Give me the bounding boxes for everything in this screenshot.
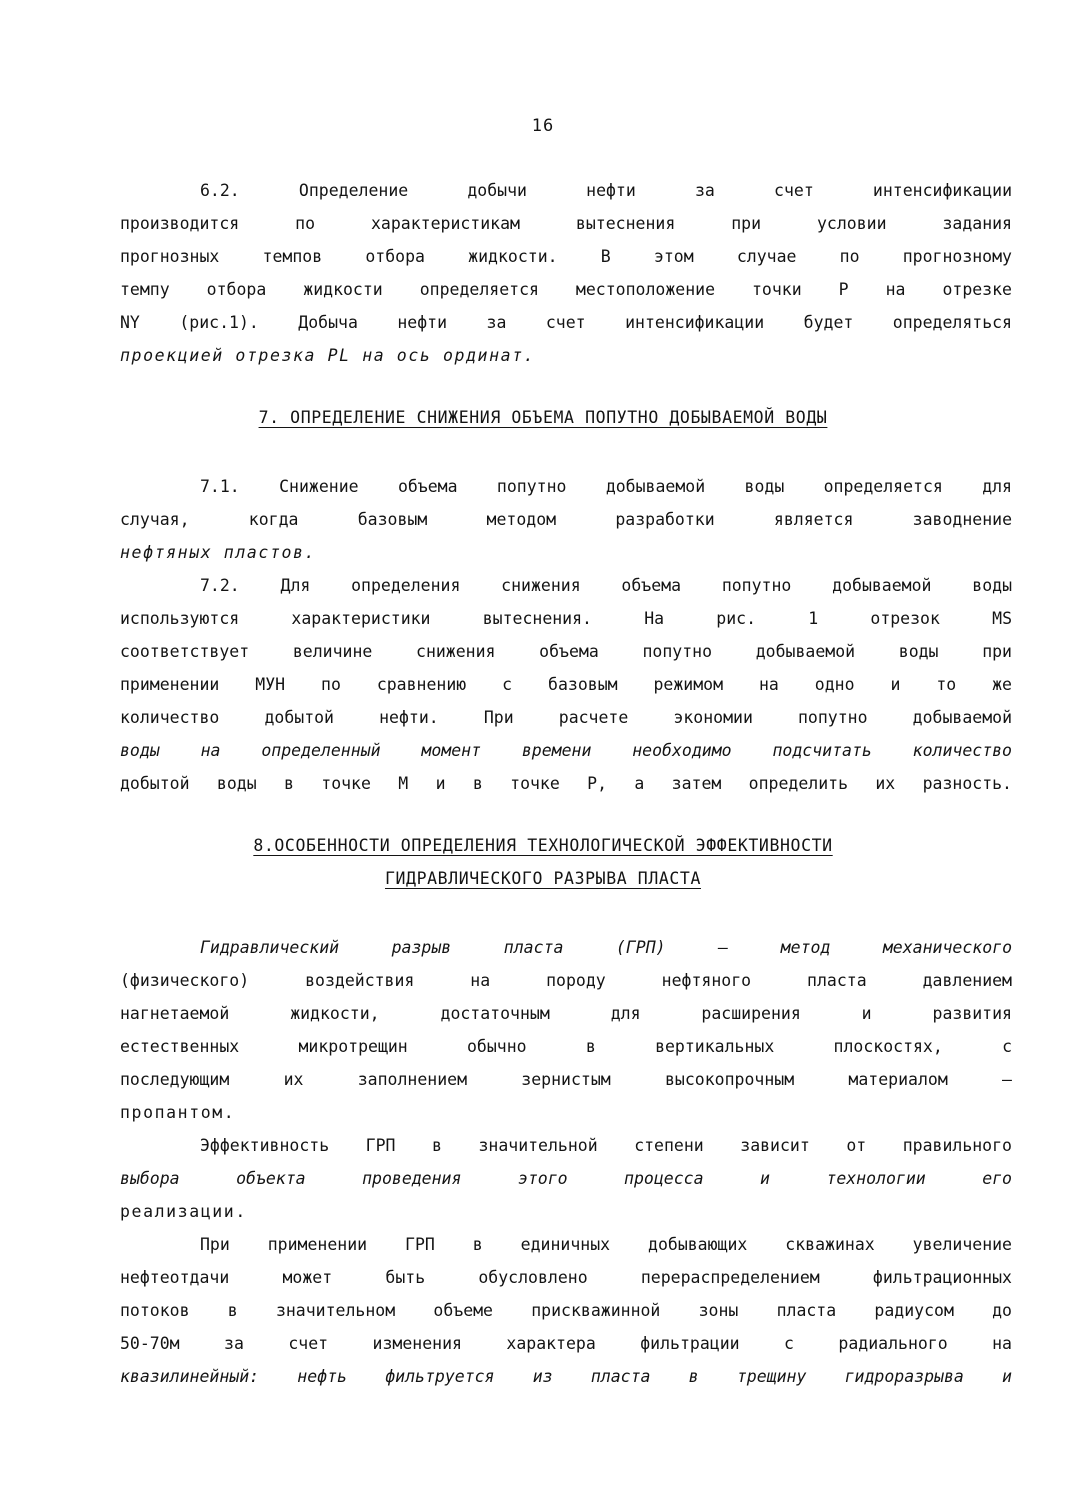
paragraph-line: темпу отбора жидкости определяется местоположение точки Р на отрезке [120,280,1012,299]
paragraph-line: нефтяных пластов. [120,543,317,562]
paragraph-line: используются характеристики вытеснения. На рис. 1 отрезок MS [120,609,1012,628]
paragraph-line: случая, когда базовым методом разработки является заводнение [120,510,1012,529]
paragraph-line: прогнозных темпов отбора жидкости. В этом случае по прогнозному [120,247,1012,266]
paragraph-line: NY (рис.1). Добыча нефти за счет интенсификации будет определяться [120,313,1012,332]
paragraph-line: реализации. [120,1202,247,1221]
paragraph-line: последующим их заполнением зернистым высокопрочным материалом – [120,1070,1012,1089]
paragraph-line: добытой воды в точке М и в точке Р, а затем определить их разность. [120,774,1012,793]
paragraph-line: проекцией отрезка PL на ось ординат. [120,346,536,365]
paragraph-line: (физического) воздействия на породу нефтяного пласта давлением [120,971,1012,990]
paragraph-line: нефтеотдачи может быть обусловлено перераспределением фильтрационных [120,1268,1012,1287]
paragraph-line: Эффективность ГРП в значительной степени зависит от правильного [200,1136,1012,1155]
paragraph-line: производится по характеристикам вытеснения при условии задания [120,214,1012,233]
paragraph-line: естественных микротрещин обычно в вертикальных плоскостях, с [120,1037,1012,1056]
paragraph-line: выбора объекта проведения этого процесса и технологии его [120,1169,1012,1188]
paragraph-line: нагнетаемой жидкости, достаточным для расширения и развития [120,1004,1012,1023]
paragraph-line: воды на определенный момент времени необходимо подсчитать количество [120,741,1012,760]
paragraph-line: применении МУН по сравнению с базовым режимом на одно и то же [120,675,1012,694]
paragraph-line: 6.2. Определение добычи нефти за счет интенсификации [200,181,1012,200]
paragraph-line: 7.1. Снижение объема попутно добываемой воды определяется для [200,477,1012,496]
paragraph-line: потоков в значительном объеме прискважинной зоны пласта радиусом до [120,1301,1012,1320]
page-number: 16 [531,116,555,136]
paragraph-line: квазилинейный: нефть фильтруется из пласта в трещину гидроразрыва и [120,1367,1012,1386]
paragraph-line: количество добытой нефти. При расчете экономии попутно добываемой [120,708,1012,727]
section-8-heading-line-1: 8.ОСОБЕННОСТИ ОПРЕДЕЛЕНИЯ ТЕХНОЛОГИЧЕСКОЙ ЭФФЕКТИВНОСТИ [253,836,833,855]
paragraph-line: пропантом. [120,1103,236,1122]
section-7-heading: 7. ОПРЕДЕЛЕНИЕ СНИЖЕНИЯ ОБЪЕМА ПОПУТНО ДОБЫВАЕМОЙ ВОДЫ [258,408,828,427]
paragraph-line: 7.2. Для определения снижения объема попутно добываемой воды [200,576,1012,595]
paragraph-line: соответствует величине снижения объема попутно добываемой воды при [120,642,1012,661]
section-8-heading-line-2: ГИДРАВЛИЧЕСКОГО РАЗРЫВА ПЛАСТА [384,869,701,888]
paragraph-line: Гидравлический разрыв пласта (ГРП) – метод механического [200,938,1012,957]
paragraph-line: При применении ГРП в единичных добывающих скважинах увеличение [200,1235,1012,1254]
paragraph-line: 50-70м за счет изменения характера фильтрации с радиального на [120,1334,1012,1353]
